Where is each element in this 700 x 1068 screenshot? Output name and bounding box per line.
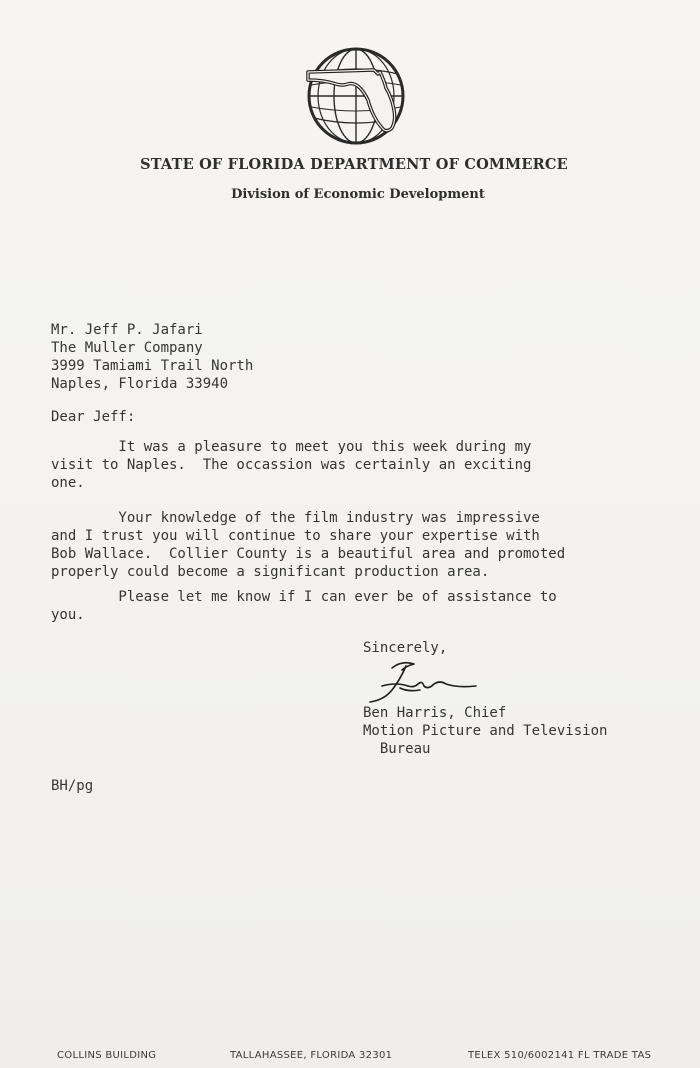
signer-name: Ben Harris, Chief: [363, 705, 507, 721]
paragraph-line: one.: [51, 475, 85, 491]
paragraph-line: you.: [51, 607, 85, 623]
footer-city: TALLAHASSEE, FLORIDA 32301: [230, 1050, 393, 1061]
recipient-company: The Muller Company: [51, 340, 203, 356]
recipient-street: 3999 Tamiami Trail North: [51, 358, 254, 374]
florida-globe-icon: [304, 44, 408, 148]
footer-telex: TELEX 510/6002141 FL TRADE TAS: [468, 1050, 652, 1061]
paragraph-line: It was a pleasure to meet you this week during my: [51, 439, 532, 455]
recipient-name: Mr. Jeff P. Jafari: [51, 322, 203, 338]
signature-icon: [362, 656, 482, 708]
signer-block: [363, 704, 607, 758]
body-paragraph-3: [51, 588, 557, 624]
division-subtitle: Division of Economic Development: [231, 187, 485, 202]
recipient-address: [51, 321, 253, 393]
body-paragraph-2: [51, 509, 565, 581]
paragraph-line: Your knowledge of the film industry was impressive: [51, 510, 540, 526]
reference-initials: BH/pg: [51, 778, 94, 794]
paragraph-line: visit to Naples. The occassion was certainly an exciting: [51, 457, 532, 473]
paragraph-line: properly could become a significant production area.: [51, 564, 490, 580]
department-title: STATE OF FLORIDA DEPARTMENT OF COMMERCE: [140, 156, 568, 173]
signer-bureau: Bureau: [363, 741, 431, 757]
recipient-city: Naples, Florida 33940: [51, 376, 229, 392]
footer-building: COLLINS BUILDING: [57, 1050, 157, 1061]
signer-title: Motion Picture and Television: [363, 723, 608, 739]
salutation: Dear Jeff:: [51, 409, 136, 425]
body-paragraph-1: [51, 438, 531, 492]
paragraph-line: Please let me know if I can ever be of assistance to: [51, 589, 557, 605]
paragraph-line: Bob Wallace. Collier County is a beautiful area and promoted: [51, 546, 566, 562]
closing: Sincerely,: [363, 640, 448, 656]
paragraph-line: and I trust you will continue to share your expertise with: [51, 528, 540, 544]
